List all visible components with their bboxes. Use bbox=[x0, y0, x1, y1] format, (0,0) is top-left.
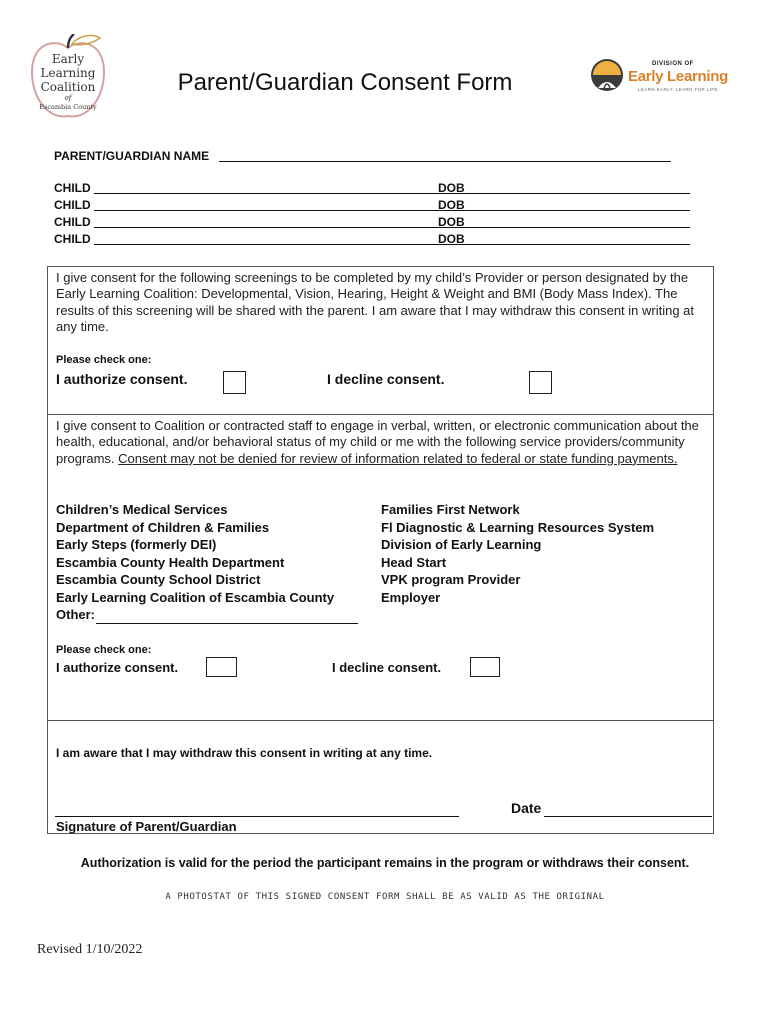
provider-item: Fl Diagnostic & Learning Resources System bbox=[381, 519, 655, 535]
provider-item: Early Learning Coalition of Escambia County bbox=[56, 589, 335, 605]
communication-consent-main: I give consent to Coalition or contracted staff to engage in verbal, written, or electronic communication about the health, educational, and/or behavioral status of my child or me with the following service providers/community programs. bbox=[56, 418, 699, 466]
signature-label: Signature of Parent/Guardian bbox=[56, 819, 237, 834]
please-check-one-label: Please check one: bbox=[56, 354, 152, 366]
dob-label: DOB bbox=[438, 215, 465, 229]
logo-left-line4: of bbox=[64, 94, 72, 102]
revision-date: Revised 1/10/2022 bbox=[37, 942, 143, 957]
providers-left-list bbox=[56, 501, 334, 624]
child-row-4 bbox=[54, 232, 694, 248]
child-label: CHILD bbox=[54, 198, 91, 212]
validity-statement: Authorization is valid for the period the participant remains in the program or withdraws their consent. bbox=[80, 856, 690, 870]
elc-logo bbox=[22, 16, 112, 126]
child-label: CHILD bbox=[54, 181, 91, 195]
child-row-2 bbox=[54, 198, 694, 214]
providers-right-list bbox=[381, 501, 654, 606]
provider-item: Early Steps (formerly DEI) bbox=[56, 537, 217, 552]
provider-item: Employer bbox=[381, 589, 441, 605]
please-check-one-label: Please check one: bbox=[56, 644, 152, 656]
provider-item: Escambia County Health Department bbox=[56, 554, 285, 570]
withdraw-notice: I am aware that I may withdraw this consent in writing at any time. bbox=[56, 746, 433, 760]
provider-item: Department of Children & Families bbox=[56, 519, 270, 535]
division-early-learning-logo bbox=[590, 58, 730, 98]
logo-tagline: LEARN EARLY. LEARN FOR LIFE. bbox=[638, 87, 720, 92]
dob-label: DOB bbox=[438, 181, 465, 195]
parent-name-label: PARENT/GUARDIAN NAME bbox=[54, 149, 210, 163]
authorize-consent-label-2: I authorize consent. bbox=[56, 660, 179, 675]
parent-name-field[interactable] bbox=[219, 161, 671, 162]
funding-note: Consent may not be denied for review of information related to federal or state funding payments. bbox=[118, 450, 678, 466]
child-label: CHILD bbox=[54, 215, 91, 229]
section-divider-2 bbox=[48, 720, 713, 721]
child-name-field[interactable] bbox=[94, 210, 488, 211]
page-title: Parent/Guardian Consent Form bbox=[177, 69, 513, 96]
date-field[interactable] bbox=[544, 816, 712, 817]
decline-checkbox-1[interactable] bbox=[529, 371, 552, 394]
child-name-field[interactable] bbox=[94, 244, 488, 245]
section-divider-1 bbox=[48, 414, 713, 415]
provider-item: Escambia County School District bbox=[56, 572, 261, 587]
dob-label: DOB bbox=[438, 198, 465, 212]
decline-checkbox-2[interactable] bbox=[470, 657, 500, 677]
provider-item: VPK program Provider bbox=[381, 572, 521, 587]
dob-field[interactable] bbox=[468, 193, 690, 194]
logo-left-line1: Early bbox=[51, 52, 85, 66]
child-row-1 bbox=[54, 181, 694, 197]
authorize-checkbox-2[interactable] bbox=[206, 657, 237, 677]
screening-consent-text: I give consent for the following screenings to be completed by my child’s Provider or person designated by the Early Learning Coalition: Developmental, Vision, Hearing, Height & Weight and BMI (Body Mass Index). The results of this screening will be shared with the parent. I am aware that I may withdraw this consent in writing at any time. bbox=[56, 270, 695, 335]
division-of-label: DIVISION OF bbox=[652, 61, 694, 67]
dob-field[interactable] bbox=[468, 227, 690, 228]
authorize-checkbox-1[interactable] bbox=[223, 371, 246, 394]
logo-left-line2: Learning bbox=[40, 66, 96, 80]
child-name-field[interactable] bbox=[94, 227, 488, 228]
provider-item: Head Start bbox=[381, 554, 447, 570]
logo-left-line3: Coalition bbox=[40, 80, 96, 94]
provider-item: Families First Network bbox=[381, 502, 520, 517]
child-label: CHILD bbox=[54, 232, 91, 246]
provider-item-other: Other: bbox=[56, 607, 95, 622]
dob-field[interactable] bbox=[468, 244, 690, 245]
authorize-consent-label-1: I authorize consent. bbox=[56, 371, 188, 387]
consent-box bbox=[47, 266, 714, 834]
dob-field[interactable] bbox=[468, 210, 690, 211]
decline-consent-label-1: I decline consent. bbox=[327, 371, 445, 387]
sunrise-road-icon bbox=[590, 58, 624, 92]
signature-field[interactable] bbox=[55, 816, 459, 817]
other-provider-field[interactable] bbox=[96, 623, 358, 624]
logo-left-line5: Escambia County bbox=[39, 103, 97, 111]
early-learning-wordmark: Early Learning bbox=[628, 68, 729, 85]
child-name-field[interactable] bbox=[94, 193, 488, 194]
provider-item: Children’s Medical Services bbox=[56, 502, 228, 517]
date-label: Date bbox=[511, 800, 542, 816]
dob-label: DOB bbox=[438, 232, 465, 246]
child-row-3 bbox=[54, 215, 694, 231]
decline-consent-label-2: I decline consent. bbox=[332, 660, 442, 675]
communication-consent-text bbox=[56, 418, 711, 467]
provider-item: Division of Early Learning bbox=[381, 537, 542, 552]
photostat-notice: A PHOTOSTAT OF THIS SIGNED CONSENT FORM SHALL BE AS VALID AS THE ORIGINAL bbox=[165, 892, 605, 902]
